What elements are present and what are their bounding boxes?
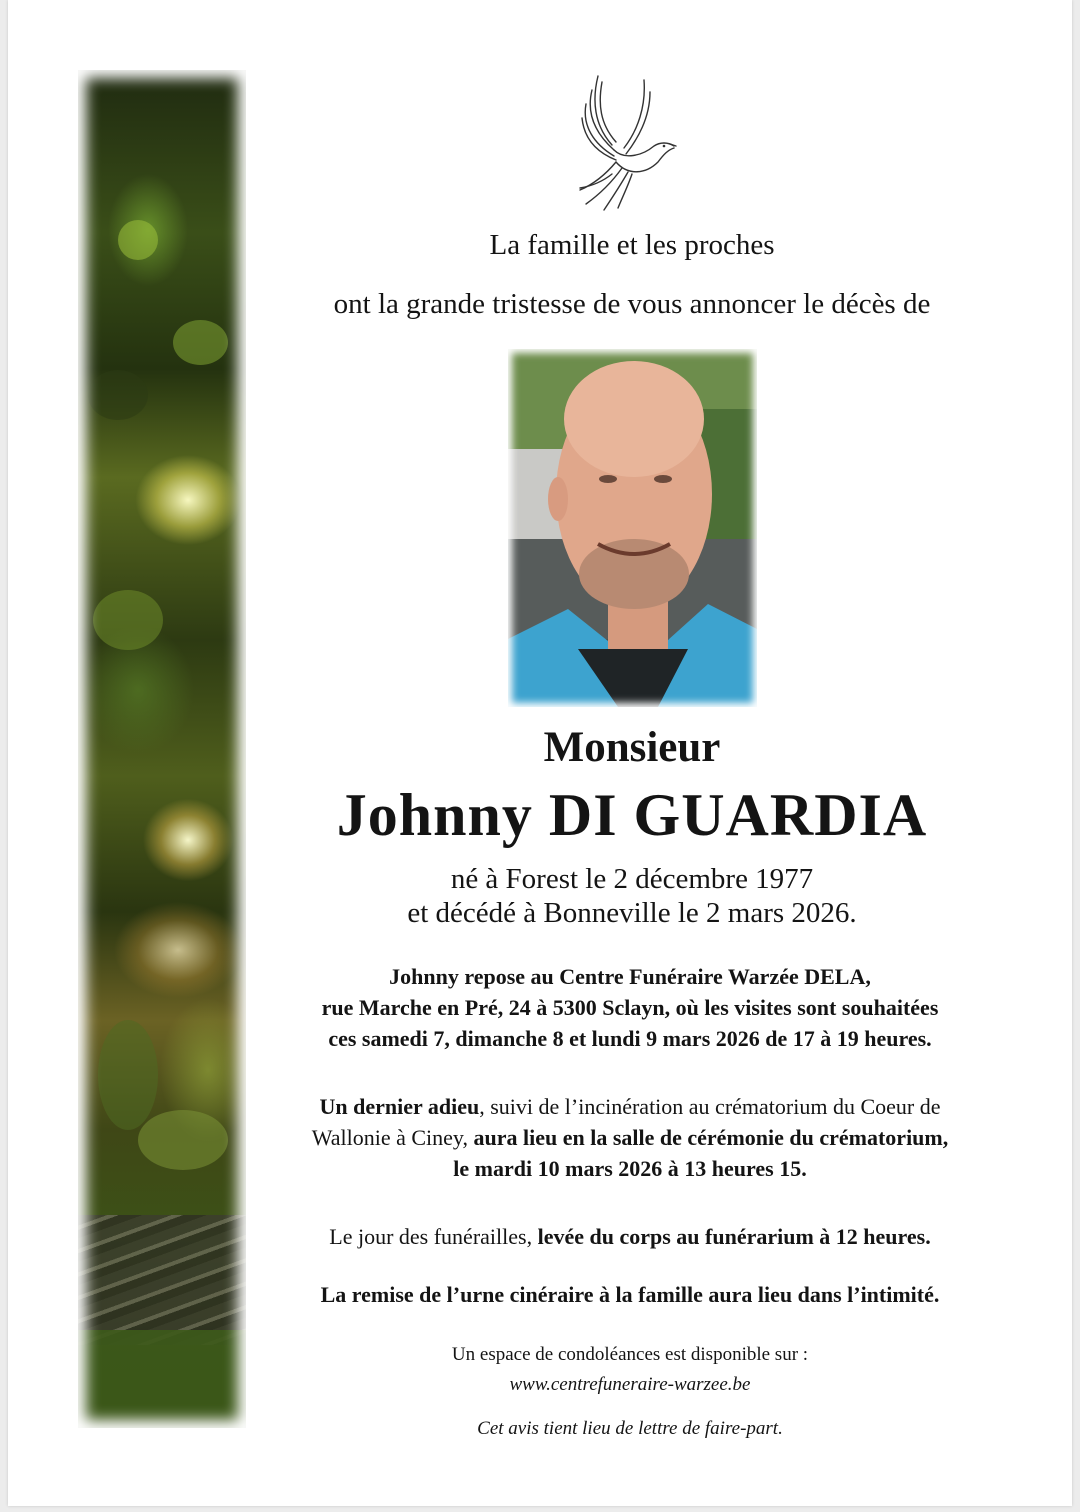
visitation-line-2: rue Marche en Pré, 24 à 5300 Sclayn, où les visites sont souhaitées: [321, 995, 939, 1020]
grass-bottom: [78, 1330, 246, 1428]
visitation-line-3: ces samedi 7, dimanche 8 et lundi 9 mars 2026 de 17 à 19 heures.: [328, 1026, 932, 1051]
death-line: et décédé à Bonneville le 2 mars 2026.: [407, 897, 857, 929]
ceremony-line-3: le mardi 10 mars 2026 à 13 heures 15.: [453, 1156, 807, 1181]
leaf-highlight: [173, 320, 228, 365]
ceremony-lead-bold: Un dernier adieu: [319, 1094, 480, 1119]
ceremony-lead-rest: , suivi de l’incinération au crématorium du Coeur de: [479, 1094, 941, 1119]
wooden-boards: [78, 1215, 246, 1345]
ceremony-block: [260, 1091, 1000, 1184]
intro-line-1: La famille et les proches: [489, 229, 775, 261]
funeral-day-normal: Le jour des funérailles,: [329, 1224, 538, 1249]
funeral-day-line: [260, 1221, 1000, 1252]
portrait-photo: [508, 349, 757, 707]
deceased-name: Johnny DI GUARDIA: [336, 782, 928, 848]
condolences-text: Un espace de condoléances est disponible sur :: [451, 1344, 809, 1365]
honorific: Monsieur: [543, 724, 721, 771]
grass-patch: [98, 1020, 158, 1130]
intro-line-2: ont la grande tristesse de vous annoncer le décès de: [333, 288, 931, 320]
visitation-block: [260, 961, 1000, 1054]
urn-line: La remise de l’urne cinéraire à la famille aura lieu dans l’intimité.: [320, 1282, 940, 1307]
ceremony-line-2-normal: Wallonie à Ciney,: [311, 1125, 474, 1150]
condolences-url[interactable]: www.centrefuneraire-warzee.be: [509, 1374, 751, 1395]
leaf-shadow: [88, 370, 148, 420]
leaf-highlight: [118, 220, 158, 260]
visitation-line-1: Johnny repose au Centre Funéraire Warzée DELA,: [389, 964, 871, 989]
forest-side-image: [78, 70, 246, 1428]
birth-line: né à Forest le 2 décembre 1977: [450, 863, 814, 895]
grass-patch: [138, 1110, 228, 1170]
leaf-highlight: [93, 590, 163, 650]
ceremony-line-2-bold: aura lieu en la salle de cérémonie du crématorium,: [473, 1125, 949, 1150]
condolences-block: [260, 1340, 1000, 1400]
footer-note: Cet avis tient lieu de lettre de faire-part.: [477, 1418, 783, 1439]
dove-icon: [572, 70, 682, 215]
funeral-day-bold: levée du corps au funérarium à 12 heures.: [537, 1224, 931, 1249]
